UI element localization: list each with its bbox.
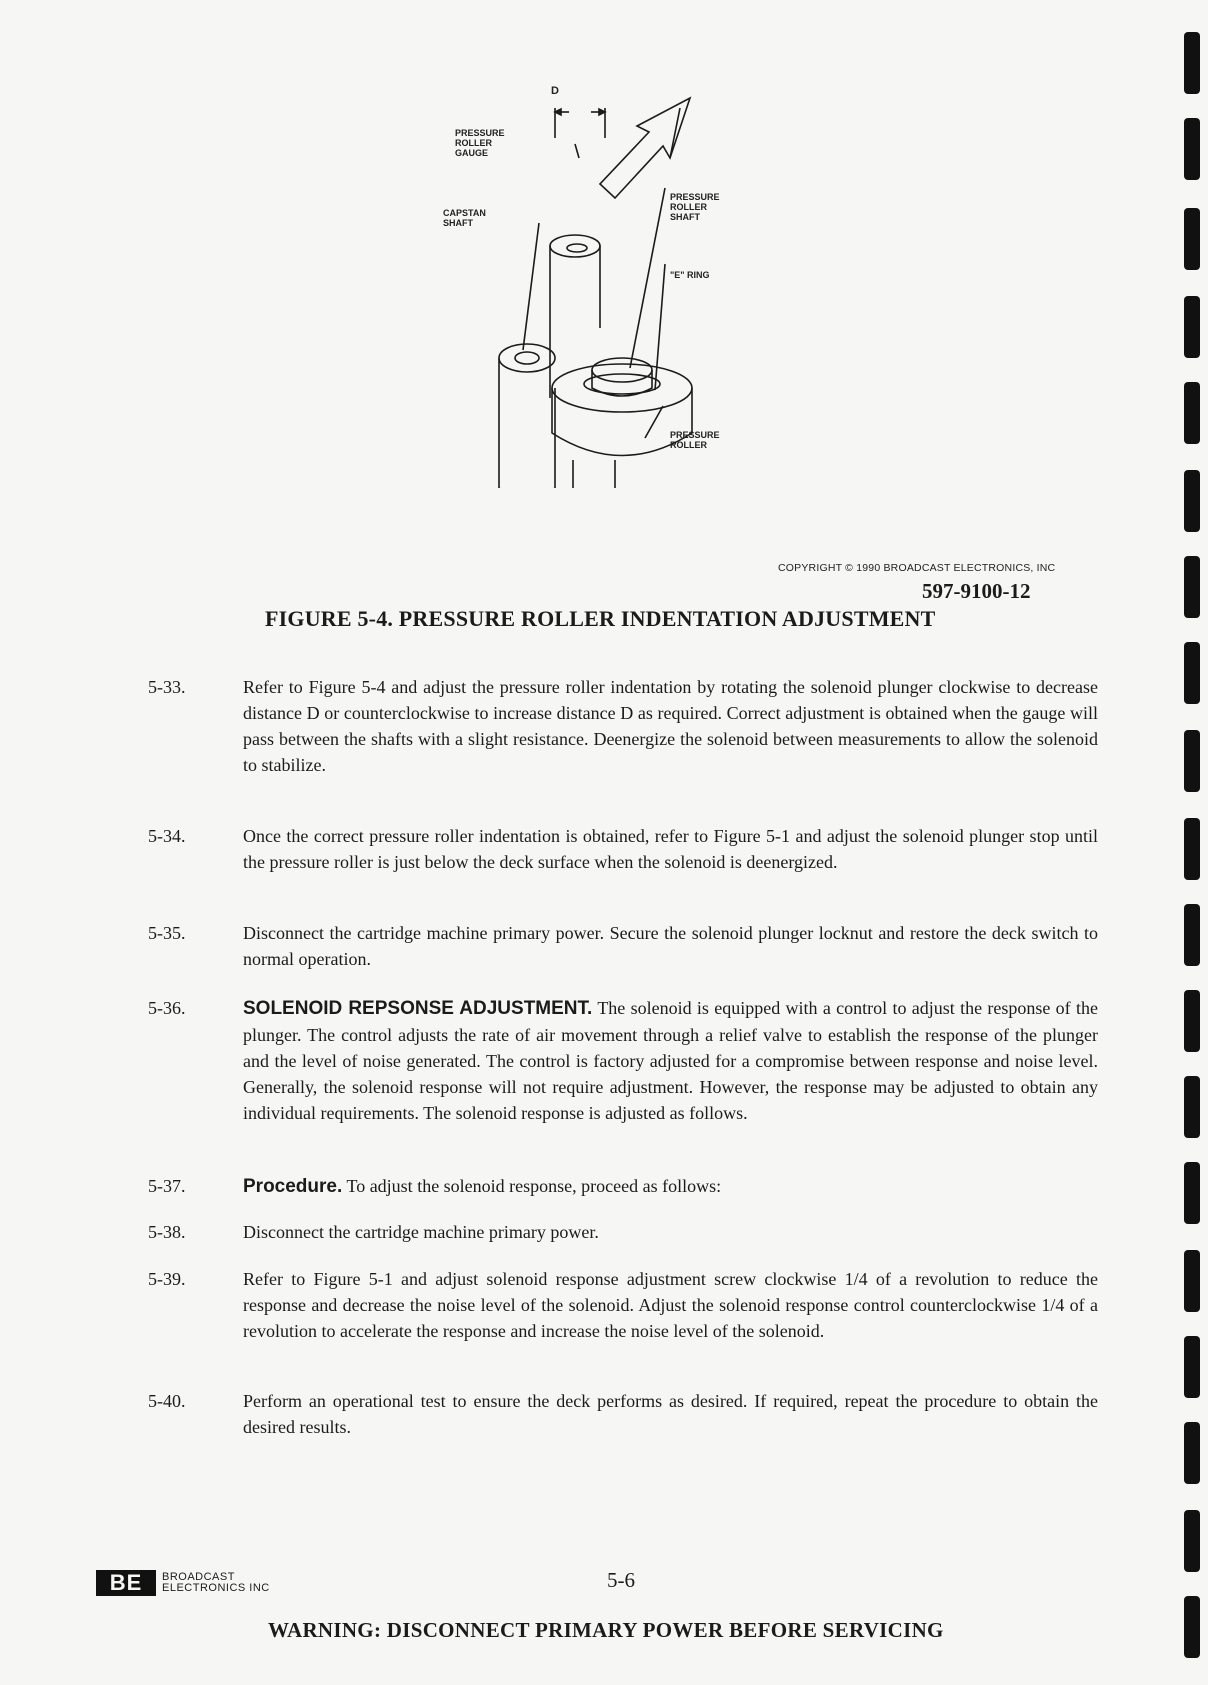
paragraph-5-40 xyxy=(148,1388,1098,1440)
paragraph-text: Refer to Figure 5-1 and adjust solenoid response adjustment screw clockwise 1/4 of a revolution to reduce the response and decrease the noise level of the solenoid. Adjust the solenoid response control counterclockwise 1/4 of a revolution to accelerate the response and increase the noise level of the solenoid. xyxy=(243,1269,1098,1341)
pressure-roller-shaft-label: PRESSURE ROLLER SHAFT xyxy=(670,192,720,222)
copyright-notice: COPYRIGHT © 1990 BROADCAST ELECTRONICS, INC xyxy=(778,562,1056,574)
broadcast-electronics-logo xyxy=(96,1570,270,1596)
binder-hole xyxy=(1184,118,1200,180)
binder-hole xyxy=(1184,556,1200,618)
binder-hole xyxy=(1184,1162,1200,1224)
binder-hole xyxy=(1184,904,1200,966)
binder-hole xyxy=(1184,730,1200,792)
binder-hole xyxy=(1184,32,1200,94)
logo-line-1: BROADCAST xyxy=(162,1571,235,1583)
paragraph-5-33 xyxy=(148,674,1098,778)
e-ring-label: "E" RING xyxy=(670,270,710,280)
paragraph-5-36 xyxy=(148,995,1098,1126)
binder-hole xyxy=(1184,1076,1200,1138)
binder-hole xyxy=(1184,1510,1200,1572)
paragraph-text: Perform an operational test to ensure the deck performs as desired. If required, repeat the procedure to obtain the desired results. xyxy=(243,1391,1098,1437)
section-heading: Procedure. xyxy=(243,1176,343,1197)
paragraph-number: 5-34. xyxy=(148,826,186,846)
paragraph-5-37 xyxy=(148,1173,1098,1200)
paragraph-number: 5-36. xyxy=(148,998,186,1018)
paragraph-number: 5-39. xyxy=(148,1269,186,1289)
page-number: 5-6 xyxy=(607,1568,635,1592)
binder-hole xyxy=(1184,642,1200,704)
binder-hole xyxy=(1184,296,1200,358)
paragraph-text: Disconnect the cartridge machine primary power. Secure the solenoid plunger locknut and restore the deck switch to normal operation. xyxy=(243,923,1098,969)
pressure-roller-figure xyxy=(443,85,785,488)
binder-hole xyxy=(1184,1596,1200,1658)
paragraph-5-34 xyxy=(148,823,1098,875)
safety-warning: WARNING: DISCONNECT PRIMARY POWER BEFORE SERVICING xyxy=(268,1618,944,1642)
binder-hole xyxy=(1184,470,1200,532)
logo-mark: BE xyxy=(96,1570,156,1596)
binder-hole xyxy=(1184,382,1200,444)
binder-hole xyxy=(1184,1422,1200,1484)
paragraph-body xyxy=(243,1173,1098,1200)
paragraph-number: 5-38. xyxy=(148,1222,186,1242)
paragraph-5-35 xyxy=(148,920,1098,972)
logo-text xyxy=(162,1572,270,1594)
binder-hole xyxy=(1184,818,1200,880)
paragraph-number: 5-40. xyxy=(148,1391,186,1411)
paragraph-5-39 xyxy=(148,1266,1098,1344)
paragraph-text: Once the correct pressure roller indentation is obtained, refer to Figure 5-1 and adjust the solenoid plunger stop until the pressure roller is just below the deck surface when the solenoid is deenergized. xyxy=(243,826,1098,872)
binder-hole xyxy=(1184,1250,1200,1312)
paragraph-number: 5-33. xyxy=(148,677,186,697)
drawing-number: 597-9100-12 xyxy=(922,579,1031,603)
paragraph-body xyxy=(243,995,1098,1126)
pressure-roller-label: PRESSURE ROLLER xyxy=(670,430,720,450)
binder-hole xyxy=(1184,1336,1200,1398)
paragraph-text: To adjust the solenoid response, proceed as follows: xyxy=(346,1176,722,1196)
capstan-shaft-label: CAPSTAN SHAFT xyxy=(443,208,486,228)
dimension-d-label: D xyxy=(551,85,559,97)
paragraph-number: 5-37. xyxy=(148,1176,186,1196)
paragraph-text: The solenoid is equipped with a control to adjust the response of the plunger. The control adjusts the rate of air movement through a relief valve to establish the response of the plunger and the level of noise generated. The control is factory adjusted for a compromise between response and noise level. Generally, the solenoid response will not require adjustment. However, the response may be adjusted to obtain any individual requirements. The solenoid response is adjusted as follows. xyxy=(243,998,1098,1123)
paragraph-number: 5-35. xyxy=(148,923,186,943)
paragraph-text: Refer to Figure 5-4 and adjust the pressure roller indentation by rotating the solenoid plunger clockwise to decrease distance D or counterclockwise to increase distance D as required. Correct adjustment is obtained when the gauge will pass between the shafts with a slight resistance. Deenergize the solenoid between measurements to allow the solenoid to stabilize. xyxy=(243,677,1098,775)
pressure-roller-gauge-label: PRESSURE ROLLER GAUGE xyxy=(455,128,505,158)
binder-hole xyxy=(1184,208,1200,270)
paragraph-5-38 xyxy=(148,1219,1098,1245)
binder-holes xyxy=(1168,0,1208,1685)
figure-caption: FIGURE 5-4. PRESSURE ROLLER INDENTATION ADJUSTMENT xyxy=(265,606,936,631)
section-heading: SOLENOID REPSONSE ADJUSTMENT. xyxy=(243,998,593,1019)
logo-line-2: ELECTRONICS INC xyxy=(162,1582,270,1594)
paragraph-text: Disconnect the cartridge machine primary power. xyxy=(243,1222,599,1242)
binder-hole xyxy=(1184,990,1200,1052)
